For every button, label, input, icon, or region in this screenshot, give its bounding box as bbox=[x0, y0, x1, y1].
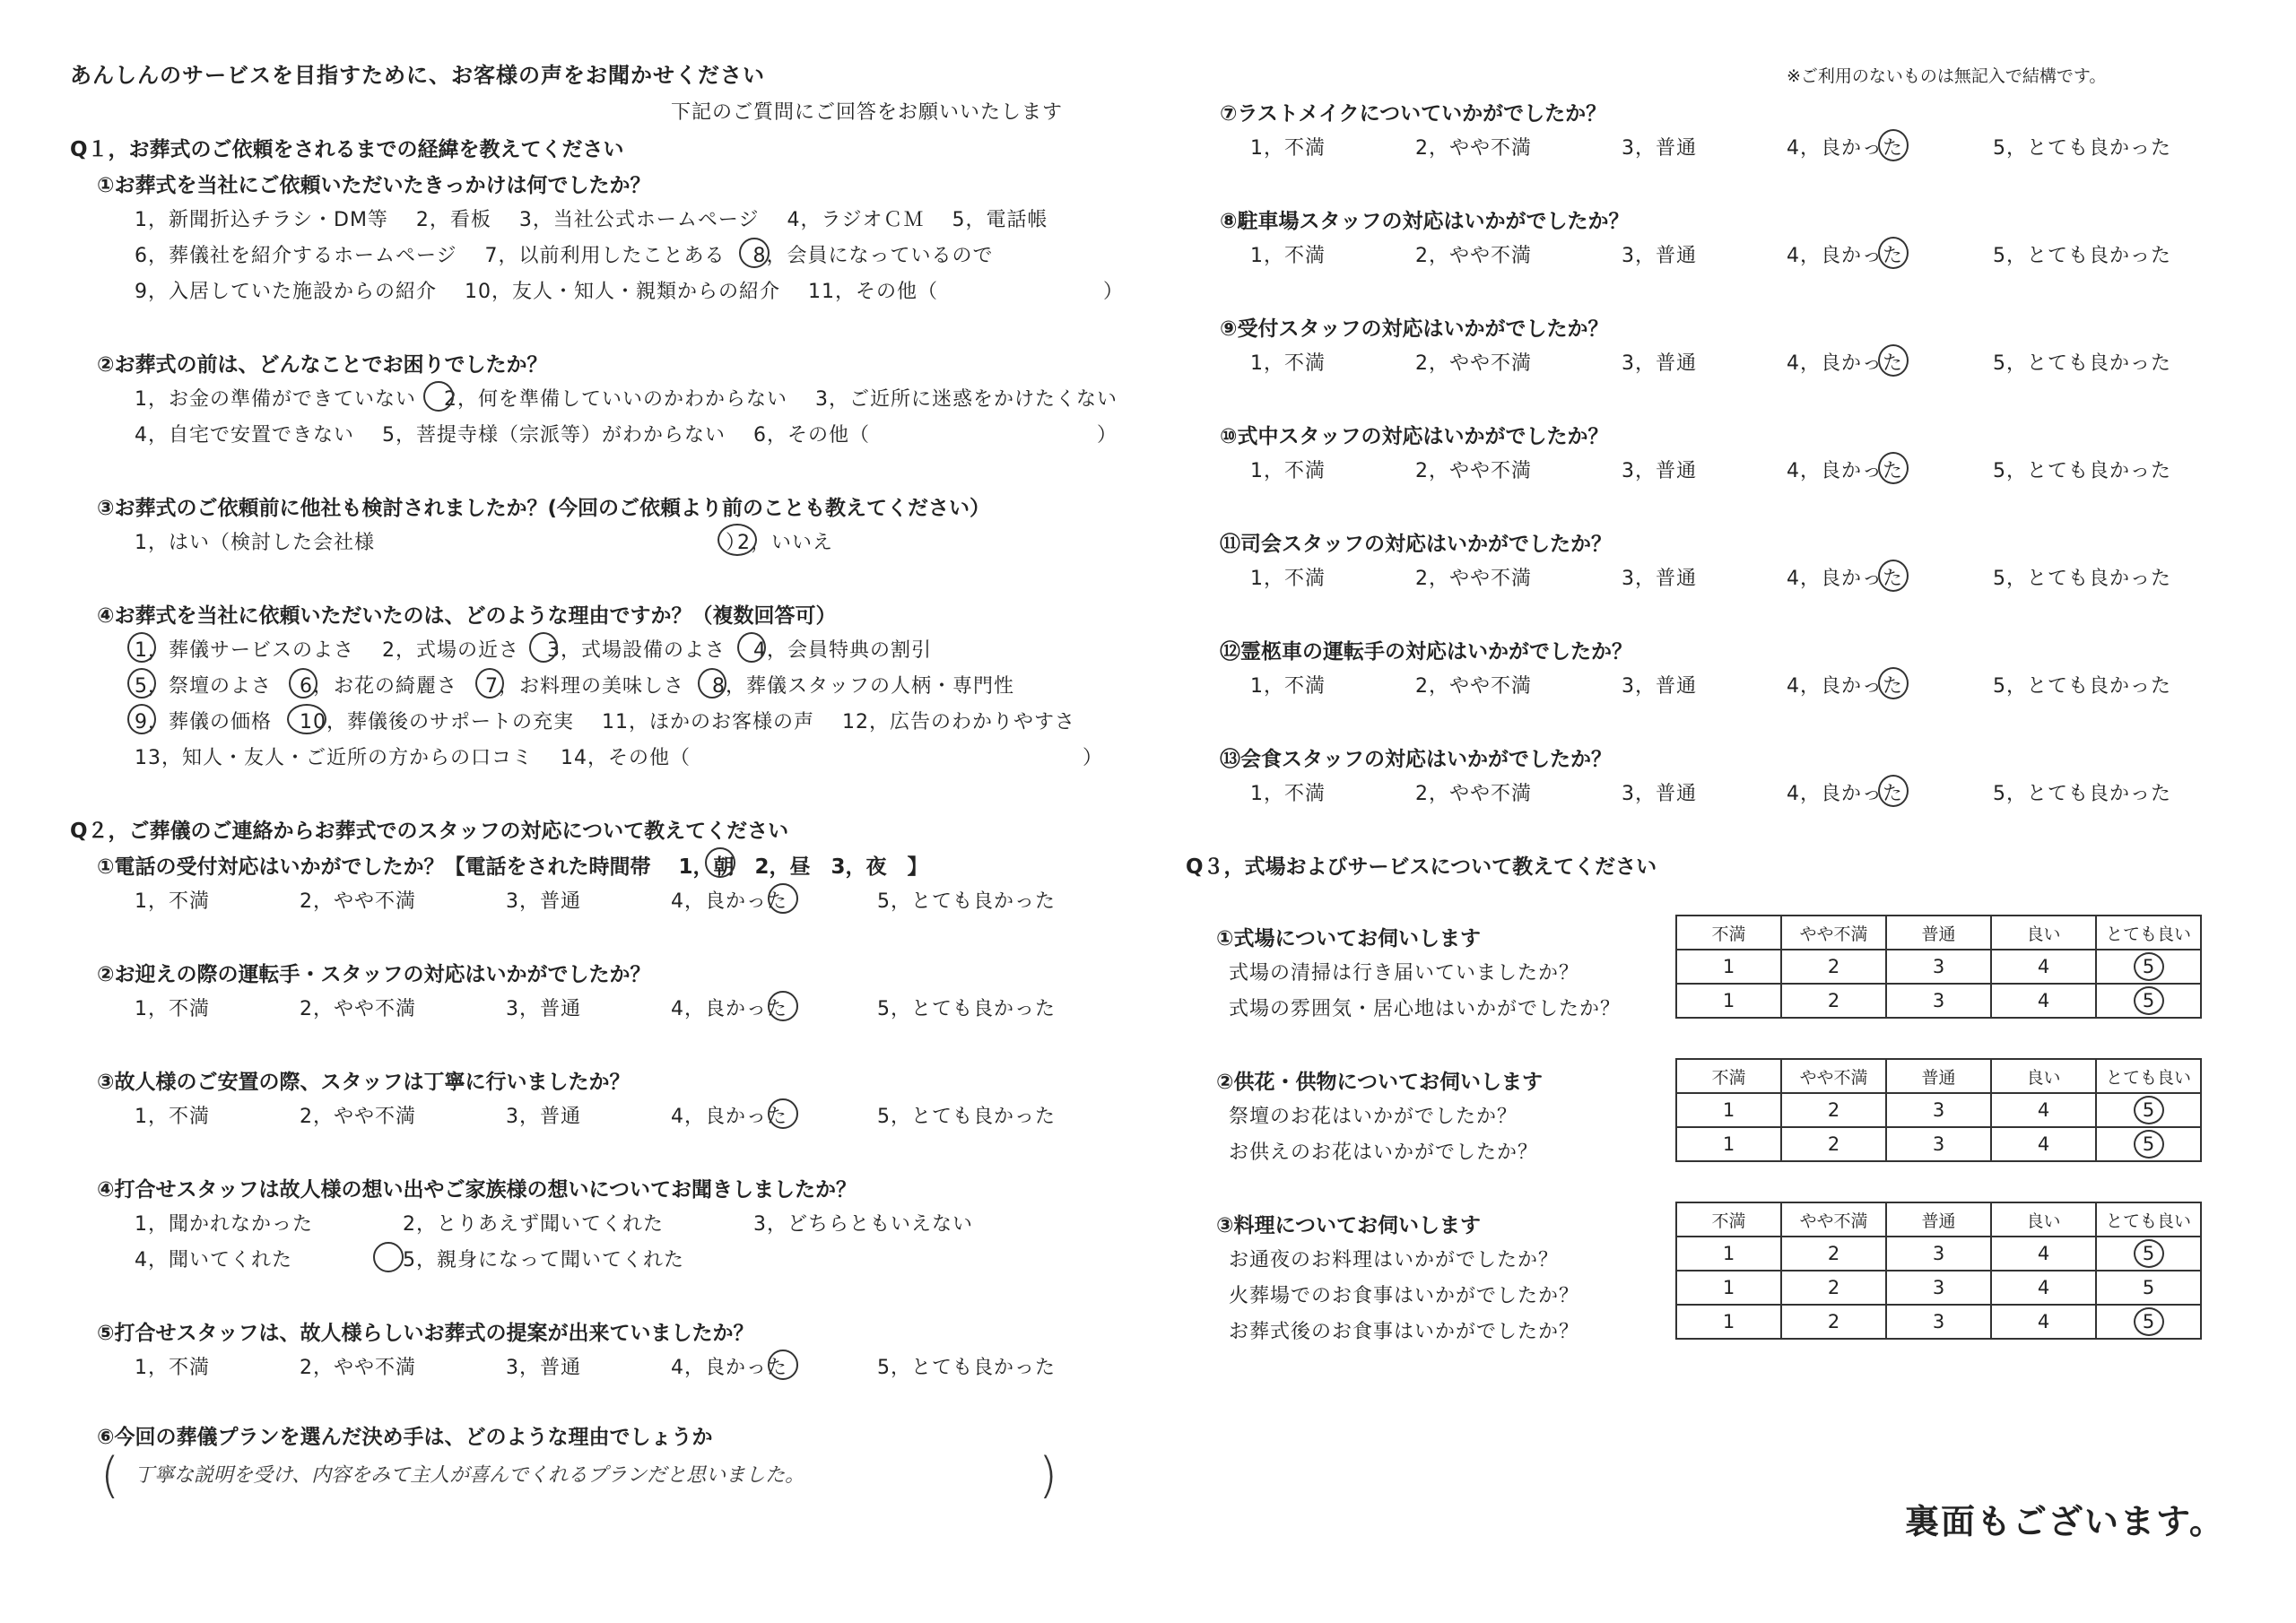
answer-open-paren: ( bbox=[100, 1447, 120, 1504]
q2-4-options-line2: 4，聞いてくれた 5，親身になって聞いてくれた bbox=[135, 1249, 684, 1271]
rating-cell: 2 bbox=[1781, 950, 1886, 984]
rating-cell: 1 bbox=[1676, 1271, 1781, 1305]
rating-cell: 4 bbox=[1991, 1127, 2096, 1161]
rating-cell: 4 bbox=[1991, 1305, 2096, 1339]
answer-circle-mark bbox=[705, 847, 735, 878]
rating-cell: 2 bbox=[1781, 984, 1886, 1018]
q1-4-options-line4: 13，知人・友人・ご近所の方からの口コミ 14，その他（ ） bbox=[135, 747, 1103, 769]
q9-title: ⑨受付スタッフの対応はいかがでしたか？ bbox=[1220, 317, 1609, 341]
q3-group3-row2-label: 火葬場でのお食事はいかがでしたか？ bbox=[1229, 1285, 1580, 1307]
answer-circle-mark bbox=[768, 1350, 798, 1380]
q3-group3-row3-label: お葬式後のお食事はいかがでしたか？ bbox=[1229, 1321, 1580, 1343]
q7-scale: 1，不満 2，やや不満 3，普通 4，良かった 5，とても良かった bbox=[1250, 137, 2171, 160]
q1-3-option-no: 2，いいえ bbox=[737, 532, 833, 554]
rating-cell: 2 bbox=[1781, 1093, 1886, 1127]
answer-circle-mark bbox=[373, 1242, 404, 1272]
q1-2-title: ②お葬式の前は、どんなことでお困りでしたか？ bbox=[97, 353, 548, 377]
selected-rating: 5 bbox=[2134, 952, 2164, 981]
q1-4-options-line1: 1，葬儀サービスのよさ 2，式場の近さ 3，式場設備のよさ 4，会員特典の割引 bbox=[135, 639, 932, 662]
rating-cell: 4 bbox=[1991, 1237, 2096, 1271]
q1-4-title: ④お葬式を当社に依頼いただいたのは、どのような理由ですか？（複数回答可） bbox=[97, 604, 837, 628]
column-header: 良い bbox=[1991, 916, 2096, 950]
rating-cell: 3 bbox=[1886, 1093, 1991, 1127]
q3-group1-row1-label: 式場の清掃は行き届いていましたか？ bbox=[1229, 962, 1580, 985]
rating-cell: 2 bbox=[1781, 1271, 1886, 1305]
rating-cell bbox=[2096, 1127, 2201, 1161]
q1-4-options-line2: 5，祭壇のよさ 6，お花の綺麗さ 7，お料理の美味しさ 8，葬儀スタッフの人柄・専門性 bbox=[135, 675, 1014, 698]
rating-cell: 5 bbox=[2096, 1271, 2201, 1305]
table-row bbox=[1676, 984, 2201, 1018]
rating-cell: 1 bbox=[1676, 950, 1781, 984]
q10-title: ⑩式中スタッフの対応はいかがでしたか？ bbox=[1220, 425, 1609, 448]
rating-cell: 3 bbox=[1886, 950, 1991, 984]
q13-scale: 1，不満 2，やや不満 3，普通 4，良かった 5，とても良かった bbox=[1250, 783, 2171, 805]
column-header: 良い bbox=[1991, 1202, 2096, 1237]
q2-4-options-line1: 1，聞かれなかった 2，とりあえず聞いてくれた 3，どちらともいえない bbox=[135, 1213, 973, 1236]
q1-2-options-line2: 4，自宅で安置できない 5，菩提寺様（宗派等）がわからない 6，その他（ ） bbox=[135, 424, 1118, 447]
rating-cell: 1 bbox=[1676, 1093, 1781, 1127]
rating-cell: 4 bbox=[1991, 1271, 2096, 1305]
q8-title: ⑧駐車場スタッフの対応はいかがでしたか？ bbox=[1220, 210, 1630, 233]
answer-circle-mark bbox=[768, 1098, 798, 1129]
q11-title: ⑪司会スタッフの対応はいかがでしたか？ bbox=[1220, 533, 1612, 556]
q2-2-title: ②お迎えの際の運転手・スタッフの対応はいかがでしたか？ bbox=[97, 963, 651, 986]
q1-4-options-line3: 9，葬儀の価格 10，葬儀後のサポートの充実 11，ほかのお客様の声 12，広告のわかりやすさ bbox=[135, 711, 1075, 733]
answer-circle-mark bbox=[127, 704, 156, 734]
q10-scale: 1，不満 2，やや不満 3，普通 4，良かった 5，とても良かった bbox=[1250, 460, 2171, 482]
table-row bbox=[1676, 1093, 2201, 1127]
q12-scale: 1，不満 2，やや不満 3，普通 4，良かった 5，とても良かった bbox=[1250, 675, 2171, 698]
q2-2-scale: 1，不満 2，やや不満 3，普通 4，良かった 5，とても良かった bbox=[135, 998, 1056, 1020]
rating-cell: 3 bbox=[1886, 984, 1991, 1018]
q3-group3-row1-label: お通夜のお料理はいかがでしたか？ bbox=[1229, 1249, 1560, 1271]
column-header: とても良い bbox=[2096, 916, 2201, 950]
q2-1-scale: 1，不満 2，やや不満 3，普通 4，良かった 5，とても良かった bbox=[135, 890, 1056, 913]
table-row bbox=[1676, 1127, 2201, 1161]
q1-1-options-line1: 1，新聞折込チラシ・DM等 2，看板 3，当社公式ホームページ 4，ラジオＣＭ 5，電話帳 bbox=[135, 209, 1048, 231]
q3-group1-row2-label: 式場の雰囲気・居心地はいかがでしたか？ bbox=[1229, 998, 1622, 1020]
selected-rating: 5 bbox=[2134, 1130, 2164, 1159]
q3-group3-rating-table bbox=[1675, 1202, 2202, 1340]
column-header: 不満 bbox=[1676, 1059, 1781, 1093]
answer-circle-mark bbox=[768, 883, 798, 914]
q3-heading: Q３，式場およびサービスについて教えてください bbox=[1186, 855, 1657, 879]
selected-rating: 5 bbox=[2134, 1239, 2164, 1268]
q3-group1-title: ①式場についてお伺いします bbox=[1216, 927, 1482, 950]
rating-cell: 1 bbox=[1676, 984, 1781, 1018]
rating-cell: 3 bbox=[1886, 1305, 1991, 1339]
rating-cell: 1 bbox=[1676, 1305, 1781, 1339]
column-header: とても良い bbox=[2096, 1202, 2201, 1237]
rating-cell: 2 bbox=[1781, 1237, 1886, 1271]
answer-circle-mark bbox=[475, 668, 504, 699]
rating-cell bbox=[2096, 1093, 2201, 1127]
answer-circle-mark bbox=[739, 238, 770, 268]
column-header: 良い bbox=[1991, 1059, 2096, 1093]
q1-3-title: ③お葬式のご依頼前に他社も検討されましたか？(今回のご依頼より前のことも教えてください） bbox=[97, 497, 990, 520]
rating-cell: 2 bbox=[1781, 1305, 1886, 1339]
table-row bbox=[1676, 1271, 2201, 1305]
q3-group2-rating-table bbox=[1675, 1058, 2202, 1162]
answer-circle-mark bbox=[289, 668, 317, 699]
q2-3-title: ③故人様のご安置の際、スタッフは丁寧に行いましたか？ bbox=[97, 1071, 631, 1094]
q3-group3-title: ③料理についてお伺いします bbox=[1216, 1214, 1482, 1237]
q2-5-title: ⑤打合せスタッフは、故人様らしいお葬式の提案が出来ていましたか？ bbox=[97, 1322, 754, 1345]
table-row bbox=[1676, 1237, 2201, 1271]
survey-subtitle: 下記のご質問にご回答をお願いいたします bbox=[671, 101, 1064, 124]
rating-cell bbox=[2096, 950, 2201, 984]
column-header: 普通 bbox=[1886, 916, 1991, 950]
rating-cell: 3 bbox=[1886, 1237, 1991, 1271]
q1-1-options-line2: 6，葬儀社を紹介するホームページ 7，以前利用したことある 8，会員になっているので bbox=[135, 245, 994, 267]
selected-rating: 5 bbox=[2134, 1096, 2164, 1124]
table-row bbox=[1676, 1305, 2201, 1339]
q11-scale: 1，不満 2，やや不満 3，普通 4，良かった 5，とても良かった bbox=[1250, 568, 2171, 590]
rating-cell: 2 bbox=[1781, 1127, 1886, 1161]
q1-heading: Q１，お葬式のご依頼をされるまでの経緯を教えてください bbox=[70, 138, 624, 161]
rating-cell: 1 bbox=[1676, 1127, 1781, 1161]
selected-rating: 5 bbox=[2134, 986, 2164, 1015]
column-header: やや不満 bbox=[1781, 1202, 1886, 1237]
usage-note: ※ご利用のないものは無記入で結構です。 bbox=[1787, 66, 2107, 86]
q7-title: ⑦ラストメイクについていかがでしたか？ bbox=[1220, 102, 1607, 126]
answer-close-paren: ) bbox=[1039, 1447, 1058, 1504]
answer-circle-mark bbox=[768, 991, 798, 1021]
rating-cell: 4 bbox=[1991, 1093, 2096, 1127]
column-header: 普通 bbox=[1886, 1202, 1991, 1237]
back-side-note: 裏面もございます。 bbox=[1905, 1502, 2225, 1541]
q1-1-title: ①お葬式を当社にご依頼いただいたきっかけは何でしたか？ bbox=[97, 174, 651, 197]
selected-rating: 5 bbox=[2134, 1307, 2164, 1336]
answer-circle-mark bbox=[127, 632, 156, 663]
survey-title: あんしんのサービスを目指すために、お客様の声をお聞かせください bbox=[70, 63, 765, 88]
answer-circle-mark bbox=[737, 632, 766, 663]
q1-3-option-yes: 1，はい（検討した会社様 ） bbox=[135, 532, 746, 554]
q3-group2-row2-label: お供えのお花はいかがでしたか？ bbox=[1229, 1141, 1539, 1164]
q2-1-title: ①電話の受付対応はいかがでしたか？【電話をされた時間帯 1，朝 2，昼 3，夜 】 bbox=[97, 855, 928, 879]
column-header: とても良い bbox=[2096, 1059, 2201, 1093]
answer-circle-mark bbox=[127, 668, 156, 699]
rating-cell bbox=[2096, 984, 2201, 1018]
column-header: 不満 bbox=[1676, 1202, 1781, 1237]
rating-cell: 4 bbox=[1991, 984, 2096, 1018]
handwritten-answer: 丁寧な説明を受け、内容をみて主人が喜んでくれるプランだと思いました。 bbox=[135, 1464, 805, 1487]
rating-cell: 4 bbox=[1991, 950, 2096, 984]
answer-circle-mark bbox=[529, 632, 558, 663]
rating-cell bbox=[2096, 1305, 2201, 1339]
answer-circle-mark bbox=[1878, 237, 1909, 269]
answer-circle-mark bbox=[1878, 667, 1909, 699]
q9-scale: 1，不満 2，やや不満 3，普通 4，良かった 5，とても良かった bbox=[1250, 352, 2171, 375]
q3-group2-title: ②供花・供物についてお伺いします bbox=[1216, 1071, 1544, 1094]
answer-circle-mark bbox=[1878, 452, 1909, 484]
rating-cell: 3 bbox=[1886, 1271, 1991, 1305]
q3-group2-row1-label: 祭壇のお花はいかがでしたか？ bbox=[1229, 1106, 1518, 1128]
rating-cell bbox=[2096, 1237, 2201, 1271]
q2-3-scale: 1，不満 2，やや不満 3，普通 4，良かった 5，とても良かった bbox=[135, 1106, 1056, 1128]
table-row bbox=[1676, 950, 2201, 984]
q13-title: ⑬会食スタッフの対応はいかがでしたか？ bbox=[1220, 748, 1612, 771]
q8-scale: 1，不満 2，やや不満 3，普通 4，良かった 5，とても良かった bbox=[1250, 245, 2171, 267]
answer-circle-mark bbox=[698, 668, 726, 699]
answer-circle-mark bbox=[1878, 344, 1909, 377]
q2-4-title: ④打合せスタッフは故人様の想い出やご家族様の想いについてお聞きしましたか？ bbox=[97, 1178, 857, 1202]
q2-heading: Q２，ご葬儀のご連絡からお葬式でのスタッフの対応について教えてください bbox=[70, 820, 789, 843]
q12-title: ⑫霊柩車の運転手の対応はいかがでしたか？ bbox=[1220, 640, 1632, 664]
rating-cell: 3 bbox=[1886, 1127, 1991, 1161]
q3-group1-rating-table bbox=[1675, 915, 2202, 1019]
q1-1-options-line3: 9，入居していた施設からの紹介 10，友人・知人・親類からの紹介 11，その他（ ） bbox=[135, 281, 1124, 303]
column-header: やや不満 bbox=[1781, 916, 1886, 950]
answer-circle-mark bbox=[1878, 560, 1909, 592]
answer-circle-mark bbox=[1878, 129, 1909, 161]
q2-5-scale: 1，不満 2，やや不満 3，普通 4，良かった 5，とても良かった bbox=[135, 1357, 1056, 1379]
answer-circle-mark bbox=[287, 704, 326, 734]
column-header: やや不満 bbox=[1781, 1059, 1886, 1093]
rating-cell: 1 bbox=[1676, 1237, 1781, 1271]
q1-2-options-line1: 1，お金の準備ができていない 2，何を準備していいのかわからない 3，ご近所に迷惑をかけたくない bbox=[135, 388, 1118, 411]
answer-circle-mark bbox=[423, 381, 454, 412]
answer-circle-mark bbox=[1878, 775, 1909, 807]
answer-circle-mark bbox=[718, 524, 757, 556]
q2-6-title: ⑥今回の葬儀プランを選んだ決め手は、どのような理由でしょうか bbox=[97, 1426, 713, 1449]
column-header: 不満 bbox=[1676, 916, 1781, 950]
column-header: 普通 bbox=[1886, 1059, 1991, 1093]
